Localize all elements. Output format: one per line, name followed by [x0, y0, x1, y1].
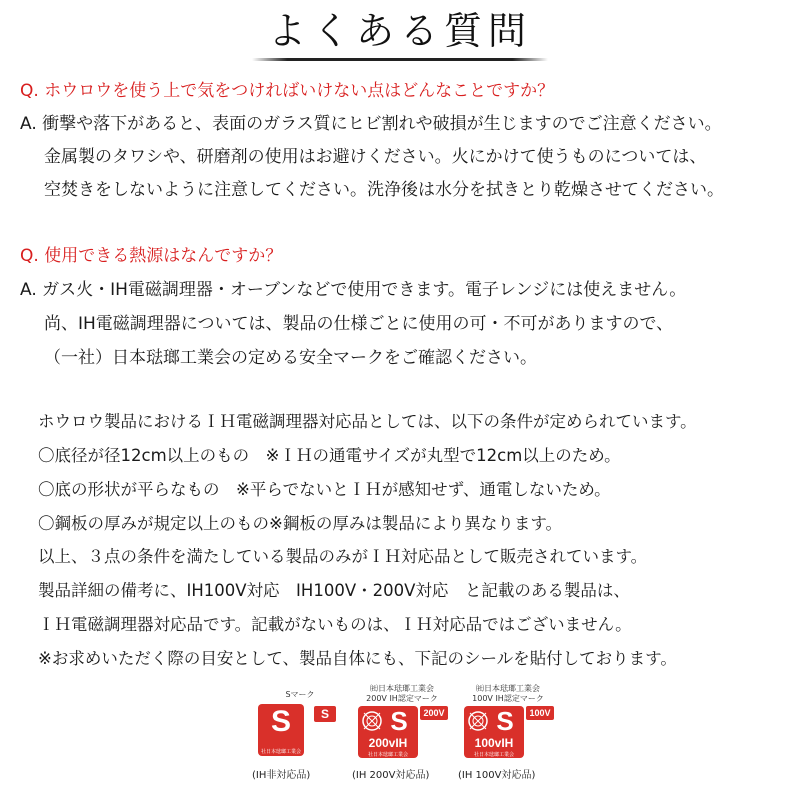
- ih-info-line-3: 〇底の形状が平らなもの ※平らでないとＩＨが感知せず、通電しないため。: [38, 480, 611, 499]
- ih100-letter: S: [496, 706, 514, 736]
- faq-1-answer-line-3: 空焚きをしないように注意してください。洗浄後は水分を拭きとり乾燥させてください。: [44, 180, 724, 200]
- ih100-org: 社日本琺瑯工業会: [473, 752, 514, 758]
- ih100-tag: 100V: [526, 706, 554, 720]
- ih100-caption-1: ㈳日本琺瑯工業会: [476, 684, 540, 693]
- s-mark-seal: [258, 704, 304, 756]
- s-mark-org: 社日本琺瑯工業会: [260, 749, 301, 755]
- ih-info-line-6: 製品詳細の備考に、IH100V対応 IH100V・200V対応 と記載のある製品は、: [38, 581, 630, 600]
- ih-info-line-2: 〇底径が径12cm以上のもの ※ＩＨの通電サイズが丸型で12cm以上のため。: [38, 446, 621, 465]
- ih-marks-row: [0, 680, 800, 790]
- faq-2-answer-line-3: （一社）日本琺瑯工業会の定める安全マークをご確認ください。: [44, 348, 537, 368]
- ih200-mark: [352, 680, 452, 790]
- ih-info-line-4: 〇鋼板の厚みが規定以上のもの※鋼板の厚みは製品により異なります。: [38, 514, 563, 533]
- coil-icon: [467, 710, 489, 732]
- faq-1-answer-line-1: A. 衝撃や落下があると、表面のガラス質にヒビ割れや破損が生じますのでご注意ください。: [20, 114, 722, 134]
- ih100-seal: [464, 706, 524, 758]
- ih200-footer: (IH 200V対応品): [352, 770, 430, 781]
- ih100-footer: (IH 100V対応品): [458, 770, 536, 781]
- s-mark-letter: S: [270, 705, 291, 738]
- faq-1-answer-line-2: 金属製のタワシや、研磨剤の使用はお避けください。火にかけて使うものについては、: [44, 147, 707, 167]
- title-area: [0, 6, 800, 56]
- page-title: よくある質問: [267, 9, 532, 53]
- ih-info-line-5: 以上、３点の条件を満たしている製品のみがＩＨ対応品として販売されています。: [38, 547, 648, 566]
- ih100-mark: [458, 680, 558, 790]
- faq-2-question: Q. 使用できる熱源はなんですか？: [20, 246, 283, 266]
- ih200-org: 社日本琺瑯工業会: [367, 752, 408, 758]
- s-mark-footer: (IH非対応品): [252, 770, 311, 781]
- s-mark-small: S: [314, 706, 336, 722]
- ih100-label: 100vIH: [474, 736, 514, 750]
- ih200-letter: S: [390, 706, 408, 736]
- ih200-label: 200vIH: [368, 736, 408, 750]
- ih200-caption-2: 200V IH認定マーク: [366, 694, 438, 703]
- ih100-caption-2: 100V IH認定マーク: [472, 694, 544, 703]
- ih200-tag: 200V: [420, 706, 448, 720]
- ih-info-line-7: ＩＨ電磁調理器対応品です。記載がないものは、ＩＨ対応品ではございません。: [38, 615, 632, 634]
- title-underline: [252, 58, 548, 61]
- faq-2-answer-line-2: 尚、IH電磁調理器については、製品の仕様ごとに使用の可・不可がありますので、: [44, 314, 674, 334]
- faq-1-question: Q. ホウロウを使う上で気をつければいけない点はどんなことですか？: [20, 81, 555, 101]
- ih-info-line-8: ※お求めいただく際の目安として、製品自体にも、下記のシールを貼付しております。: [38, 649, 677, 668]
- s-mark-caption: Sマーク: [285, 690, 315, 699]
- ih200-seal: [358, 706, 418, 758]
- ih-info-line-1: ホウロウ製品におけるＩＨ電磁調理器対応品としては、以下の条件が定められています。: [38, 412, 697, 431]
- faq-2-answer-line-1: A. ガス火・IH電磁調理器・オーブンなどで使用できます。電子レンジには使えません。: [20, 280, 687, 300]
- s-mark: [250, 680, 350, 790]
- ih200-caption-1: ㈳日本琺瑯工業会: [370, 684, 434, 693]
- coil-icon: [361, 710, 383, 732]
